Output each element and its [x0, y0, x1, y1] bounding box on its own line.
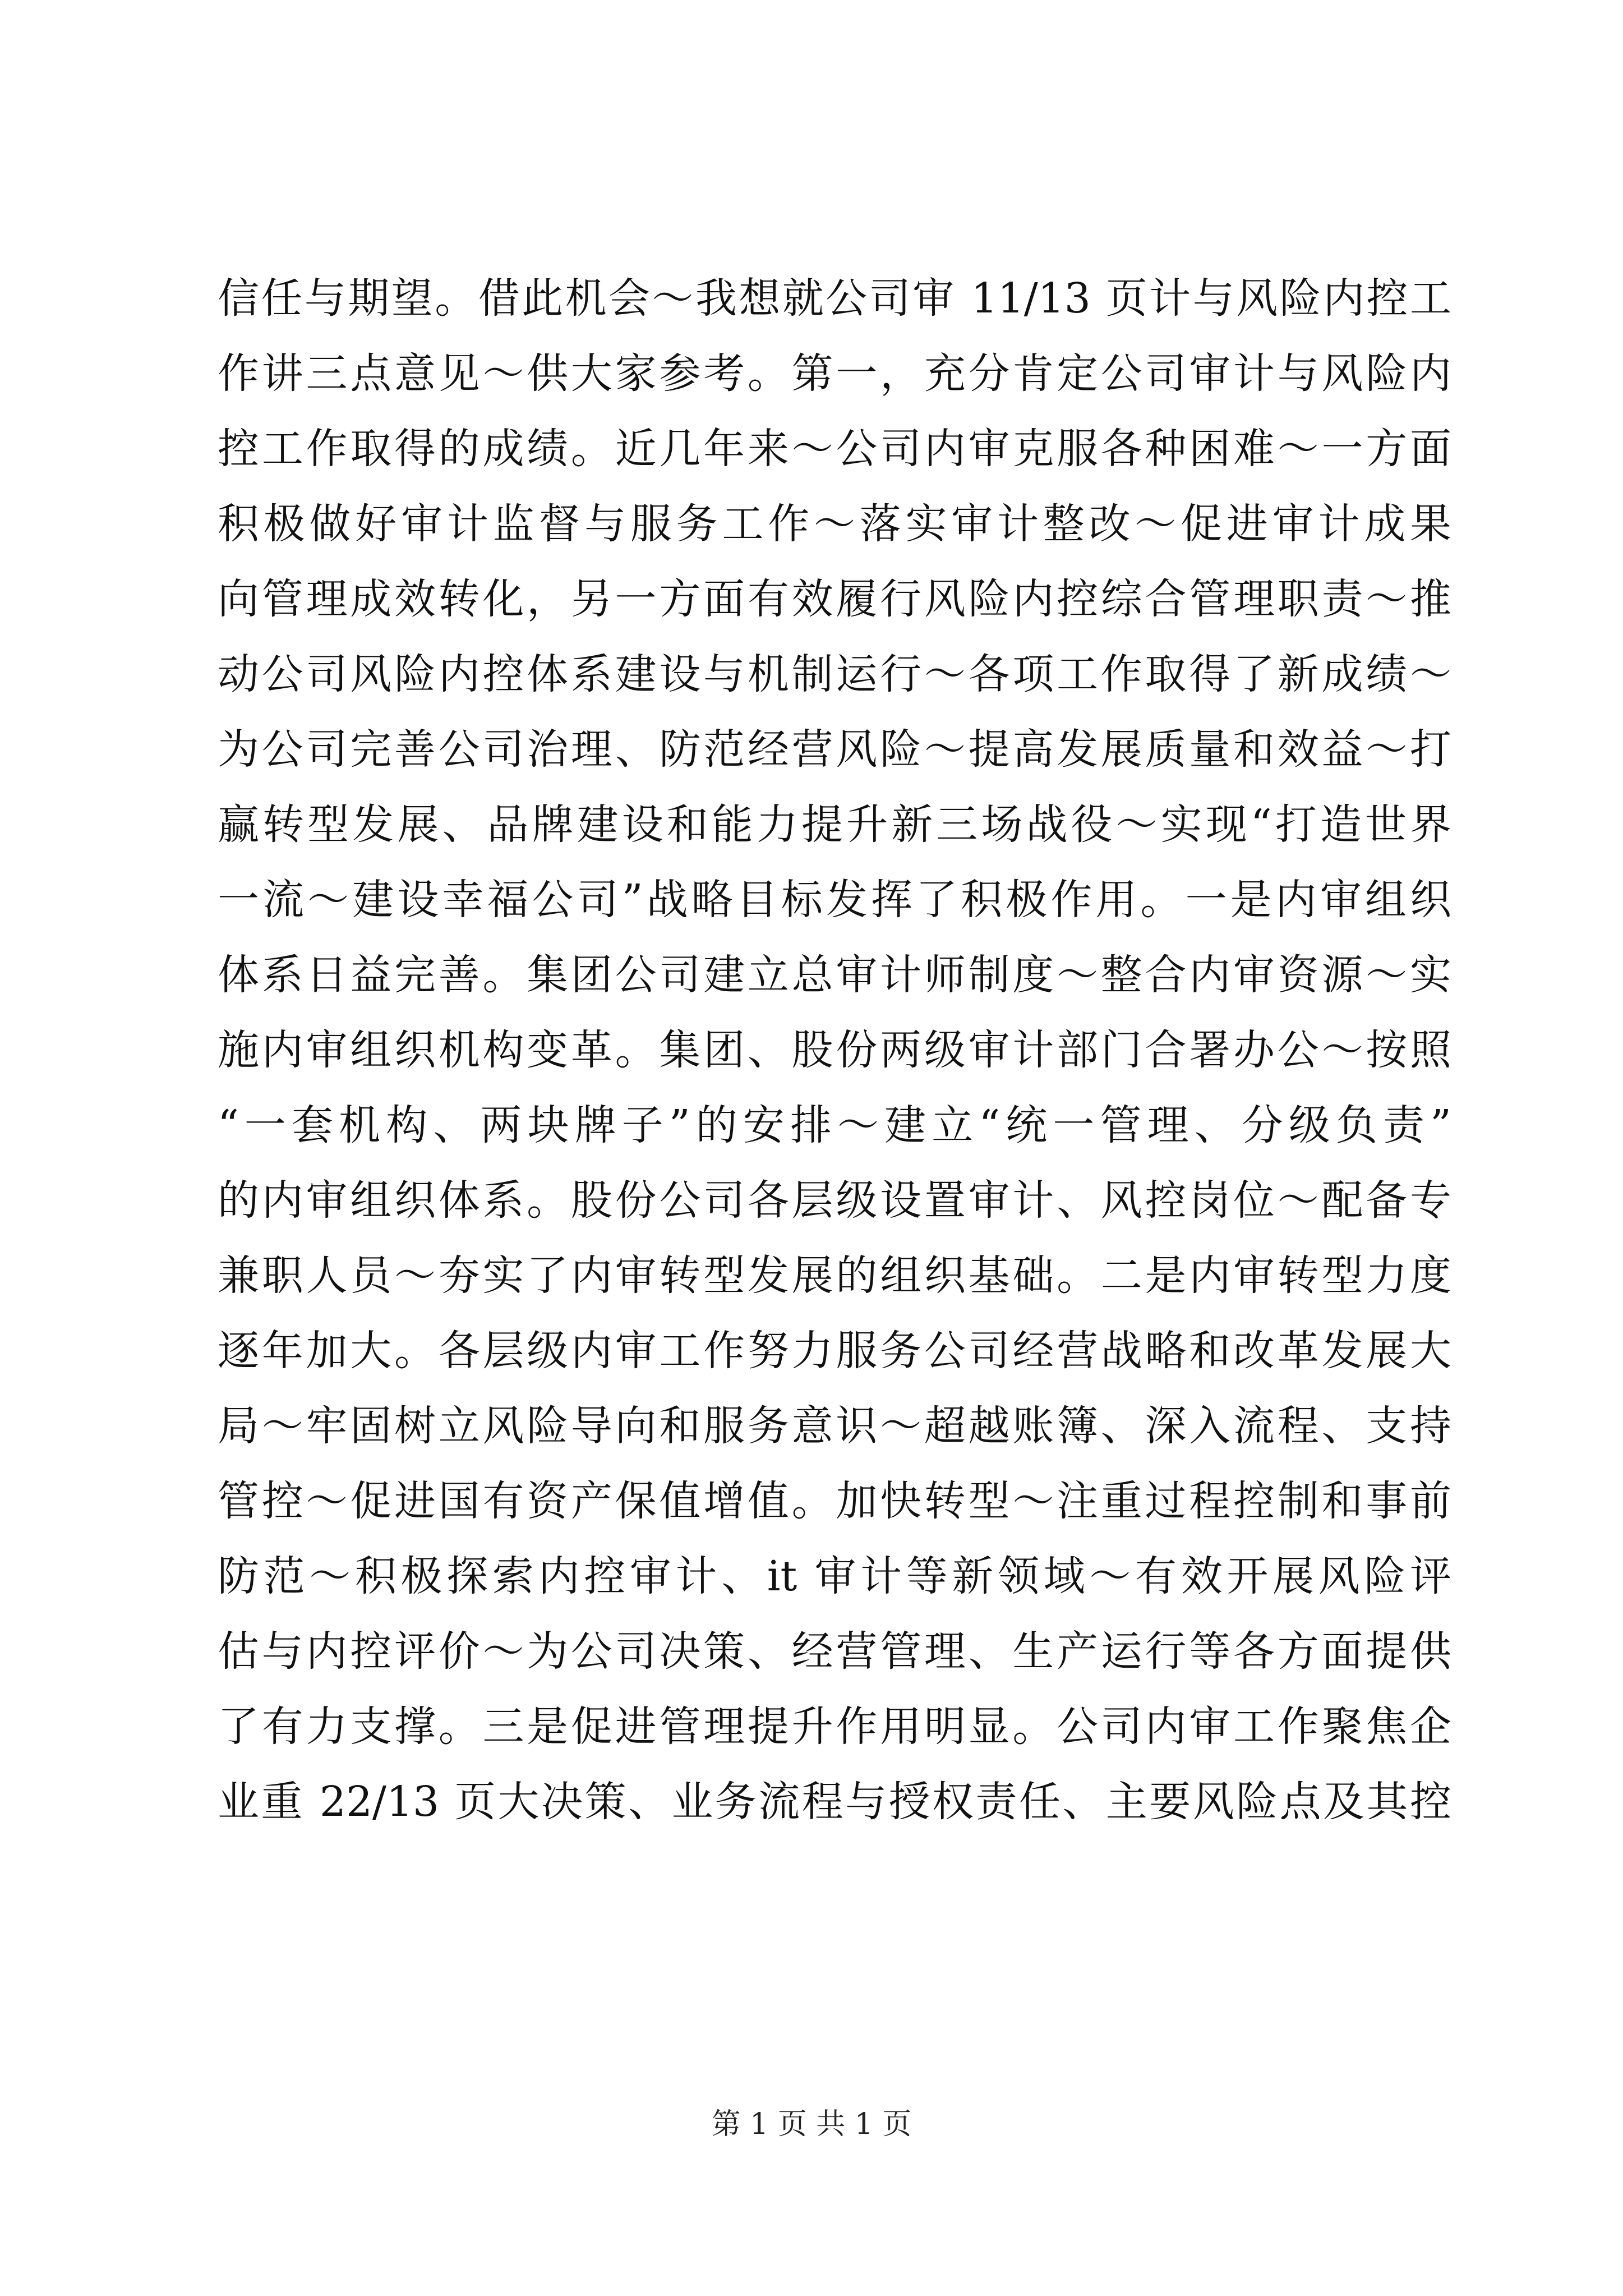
text-line-6: 动公司风险内控体系建设与机制运行～各项工作取得了新成绩～: [218, 650, 1451, 698]
text-line-9: 一流～建设幸福公司”战略目标发挥了积极作用。一是内审组织: [218, 876, 1451, 924]
text-line-17: 管控～促进国有资产保值增值。加快转型～注重过程控制和事前: [218, 1477, 1451, 1525]
text-line-4: 积极做好审计监督与服务工作～落实审计整改～促进审计成果: [218, 500, 1451, 548]
text-line-21: 业重 22/13 页大决策、业务流程与授权责任、主要风险点及其控: [218, 1778, 1451, 1826]
text-line-8: 赢转型发展、品牌建设和能力提升新三场战役～实现“打造世界: [218, 800, 1451, 849]
text-line-20: 了有力支撑。三是促进管理提升作用明显。公司内审工作聚焦企: [218, 1703, 1451, 1751]
page-number-label: 第 1 页 共 1 页: [711, 2108, 912, 2141]
text-line-11: 施内审组织机构变革。集团、股份两级审计部门合署办公～按照: [218, 1026, 1451, 1074]
text-line-1: 信任与期望。借此机会～我想就公司审 11/13 页计与风险内控工: [218, 274, 1451, 323]
text-line-5: 向管理成效转化，另一方面有效履行风险内控综合管理职责～推: [218, 575, 1451, 623]
text-line-7: 为公司完善公司治理、防范经营风险～提高发展质量和效益～打: [218, 725, 1451, 774]
page-footer: [0, 2105, 1623, 2144]
text-line-16: 局～牢固树立风险导向和服务意识～超越账簿、深入流程、支持: [218, 1402, 1451, 1450]
text-line-19: 估与内控评价～为公司决策、经营管理、生产运行等各方面提供: [218, 1627, 1451, 1676]
text-line-14: 兼职人员～夯实了内审转型发展的组织基础。二是内审转型力度: [218, 1251, 1451, 1300]
text-line-13: 的内审组织体系。股份公司各层级设置审计、风控岗位～配备专: [218, 1176, 1451, 1225]
body-text: [218, 261, 1451, 1839]
text-line-10: 体系日益完善。集团公司建立总审计师制度～整合内审资源～实: [218, 951, 1451, 999]
text-line-15: 逐年加大。各层级内审工作努力服务公司经营战略和改革发展大: [218, 1327, 1451, 1375]
text-line-12: “一套机构、两块牌子”的安排～建立“统一管理、分级负责”: [218, 1101, 1451, 1149]
text-line-2: 作讲三点意见～供大家参考。第一，充分肯定公司审计与风险内: [218, 349, 1451, 398]
text-line-18: 防范～积极探索内控审计、it 审计等新领域～有效开展风险评: [218, 1552, 1451, 1600]
text-line-3: 控工作取得的成绩。近几年来～公司内审克服各种困难～一方面: [218, 425, 1451, 473]
